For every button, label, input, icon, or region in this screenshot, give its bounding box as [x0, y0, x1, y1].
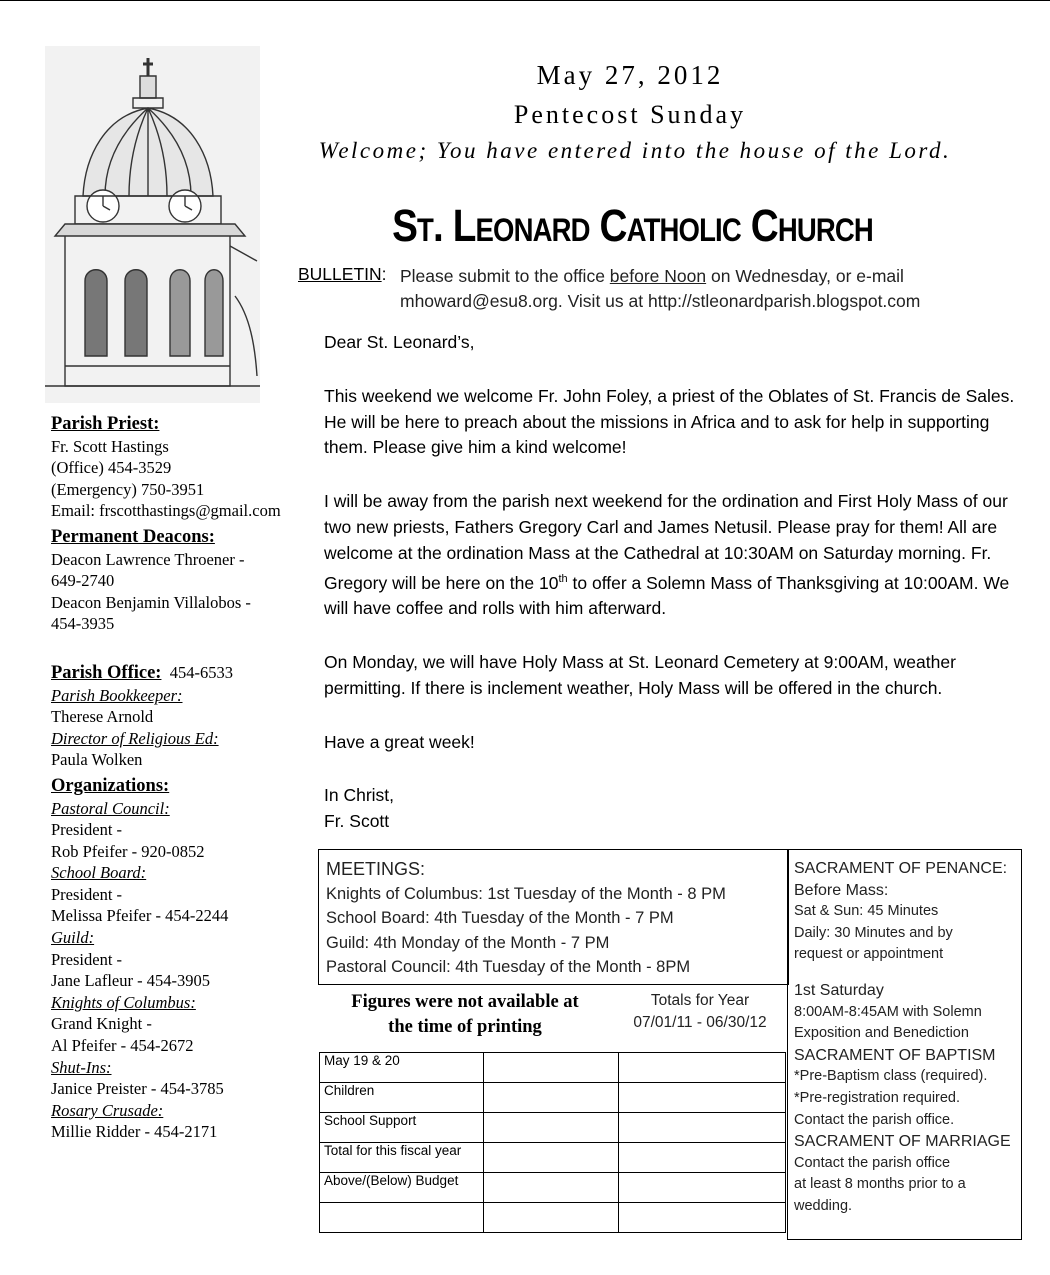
guild-contact: Jane Lafleur - 454-3905 [51, 971, 210, 991]
totals-header [610, 990, 790, 1034]
church-tower-illustration [45, 46, 260, 403]
totals-label: Totals for Year [650, 992, 750, 1009]
row-label: May 19 & 20 [320, 1053, 484, 1083]
letter-signature: Fr. Scott [324, 811, 390, 832]
priest-heading: Parish Priest: [51, 414, 160, 434]
deacon-2-phone: 454-3935 [51, 614, 115, 634]
finance-table [319, 1052, 786, 1233]
meeting-item: Knights of Columbus: 1st Tuesday of the Month - 8 PM [326, 884, 726, 903]
table-row [320, 1113, 786, 1143]
year-total-cell [619, 1203, 786, 1233]
baptism-line: Contact the parish office. [794, 1111, 955, 1128]
marriage-line: wedding. [794, 1197, 853, 1214]
bulletin-line-2: mhoward@esu8.org. Visit us at http://stleonardparish.blogspot.com [400, 291, 921, 311]
meeting-item: Guild: 4th Monday of the Month - 7 PM [326, 933, 610, 952]
bulletin-label [298, 264, 387, 285]
year-total-cell [619, 1083, 786, 1113]
pastor-letter [324, 330, 1024, 835]
letter-paragraph-2 [324, 489, 1024, 622]
deadline-text: before Noon [609, 266, 707, 286]
letter-paragraph-2-part-a: I will be away from the parish next weekend for the ordination and First Holy Mass of our two new priests, Fathers Gregory Carl and James Netusil. Please pray for them! All are welcome at the ordination Mass at the Cathedral at 10:30AM on Saturday morning. Fr. Gregory will be here on the 10 [324, 491, 1008, 593]
deacon-2: Deacon Benjamin Villalobos - [51, 592, 251, 612]
pastoral-council-label: Pastoral Council: [51, 798, 170, 818]
knights-role: Grand Knight - [51, 1014, 152, 1034]
knights-contact: Al Pfeifer - 454-2672 [51, 1036, 194, 1056]
rosary-label: Rosary Crusade: [51, 1100, 164, 1120]
bookkeeper-label: Parish Bookkeeper: [51, 685, 183, 705]
baptism-title: SACRAMENT OF BAPTISM [794, 1046, 996, 1064]
bulletin-line-1-pre: Please submit to the office [400, 266, 610, 286]
first-saturday-title: 1st Saturday [794, 981, 884, 999]
school-board-contact: Melissa Pfeifer - 454-2244 [51, 906, 229, 926]
row-label: School Support [320, 1113, 484, 1143]
figures-note-line-1: Figures were not available at [351, 992, 579, 1012]
penance-line: request or appointment [794, 946, 944, 963]
deacon-1: Deacon Lawrence Throener - [51, 549, 245, 569]
bookkeeper-name: Therese Arnold [51, 707, 154, 727]
penance-line: Daily: 30 Minutes and by [794, 924, 953, 941]
year-total-cell [619, 1053, 786, 1083]
first-saturday-line: 8:00AM-8:45AM with Solemn [794, 1003, 982, 1020]
welcome-message: Welcome; You have entered into the house of the Lord. [318, 138, 952, 163]
dre-label: Director of Religious Ed: [51, 728, 219, 748]
row-label: Total for this fiscal year [320, 1143, 484, 1173]
weekly-cell [484, 1203, 619, 1233]
year-total-cell [619, 1173, 786, 1203]
guild-label: Guild: [51, 928, 95, 948]
letter-paragraph-2-part-b: to offer a Solemn Mass of Thanksgiving at 10:00AM. We will have coffee and rolls with him afterward. [324, 572, 1010, 619]
organizations-heading: Organizations: [51, 775, 170, 796]
bulletin-label-text: BULLETIN [298, 264, 382, 284]
guild-role: President - [51, 949, 123, 969]
priest-emergency-phone: (Emergency) 750-3951 [51, 479, 205, 499]
table-row [320, 1203, 786, 1233]
church-name: St. Leonard Catholic Church [392, 200, 873, 251]
priest-email: Email: frscotthastings@gmail.com [51, 501, 281, 521]
weekly-cell [484, 1113, 619, 1143]
parish-directory [51, 414, 321, 1143]
top-rule [0, 0, 1050, 1]
bulletin-date: May 27, 2012 [536, 60, 724, 90]
figures-note-line-2: the time of printing [388, 1017, 542, 1037]
bulletin-line-1 [400, 264, 1040, 289]
parish-office-line [51, 662, 321, 685]
bulletin-line-1-post: on Wednesday, or e-mail [706, 266, 904, 286]
sacraments-box [787, 849, 1022, 1240]
baptism-line: *Pre-registration required. [794, 1089, 961, 1106]
year-total-cell [619, 1113, 786, 1143]
office-heading: Parish Office: [51, 662, 162, 683]
weekly-cell [484, 1083, 619, 1113]
dre-name: Paula Wolken [51, 750, 143, 770]
weekly-cell [484, 1053, 619, 1083]
meeting-item: Pastoral Council: 4th Tuesday of the Month - 8PM [326, 958, 691, 976]
totals-range: 07/01/11 - 06/30/12 [633, 1014, 767, 1031]
priest-office-phone: (Office) 454-3529 [51, 458, 172, 478]
marriage-line: at least 8 months prior to a [794, 1176, 966, 1193]
weekly-cell [484, 1143, 619, 1173]
table-row [320, 1143, 786, 1173]
shut-ins-label: Shut-Ins: [51, 1057, 112, 1077]
marriage-line: Contact the parish office [794, 1154, 951, 1171]
meeting-item: School Board: 4th Tuesday of the Month - 7 PM [326, 909, 674, 927]
marriage-title: SACRAMENT OF MARRIAGE [794, 1133, 1011, 1151]
bulletin-instructions [400, 264, 1040, 314]
meetings-title: MEETINGS: [326, 859, 426, 879]
ordinal-suffix: th [558, 572, 568, 585]
row-label: Above/(Below) Budget [320, 1173, 484, 1203]
deacons-heading: Permanent Deacons: [51, 526, 215, 547]
penance-subtitle: Before Mass: [794, 881, 889, 899]
table-row [320, 1053, 786, 1083]
priest-name: Fr. Scott Hastings [51, 436, 169, 456]
penance-title: SACRAMENT OF PENANCE: [794, 860, 1008, 877]
school-board-label: School Board: [51, 863, 147, 883]
letter-closing: In Christ, [324, 785, 395, 806]
deacon-1-phone: 649-2740 [51, 571, 115, 591]
office-phone: 454-6533 [169, 662, 233, 682]
letter-paragraph-3: On Monday, we will have Holy Mass at St. Leonard Cemetery at 9:00AM, weather permitting. If there is inclement weather, Holy Mass will be offered in the church. [324, 652, 956, 698]
knights-label: Knights of Columbus: [51, 992, 196, 1012]
baptism-line: *Pre-Baptism class (required). [794, 1068, 988, 1085]
row-label [320, 1203, 484, 1233]
letter-greeting: Dear St. Leonard’s, [324, 332, 475, 352]
liturgical-day: Pentecost Sunday [513, 100, 747, 129]
row-label: Children [320, 1083, 484, 1113]
rosary-contact: Millie Ridder - 454-2171 [51, 1122, 218, 1142]
first-saturday-line: Exposition and Benediction [794, 1025, 969, 1042]
weekly-cell [484, 1173, 619, 1203]
table-row [320, 1173, 786, 1203]
school-board-role: President - [51, 884, 123, 904]
letter-paragraph-4: Have a great week! [324, 731, 475, 752]
year-total-cell [619, 1143, 786, 1173]
figures-note [325, 990, 605, 1040]
bulletin-colon: : [381, 264, 387, 284]
pastoral-council-role: President - [51, 820, 123, 840]
penance-line: Sat & Sun: 45 Minutes [794, 903, 939, 920]
pastoral-council-contact: Rob Pfeifer - 920-0852 [51, 841, 205, 861]
meetings-box [318, 849, 789, 985]
shut-ins-contact: Janice Preister - 454-3785 [51, 1079, 224, 1099]
letter-paragraph-1: This weekend we welcome Fr. John Foley, a priest of the Oblates of St. Francis de Sales. He will be here to preach about the missions in Africa and to ask for help in supporting them. Please give him a kind welcome! [324, 385, 1015, 458]
table-row [320, 1083, 786, 1113]
